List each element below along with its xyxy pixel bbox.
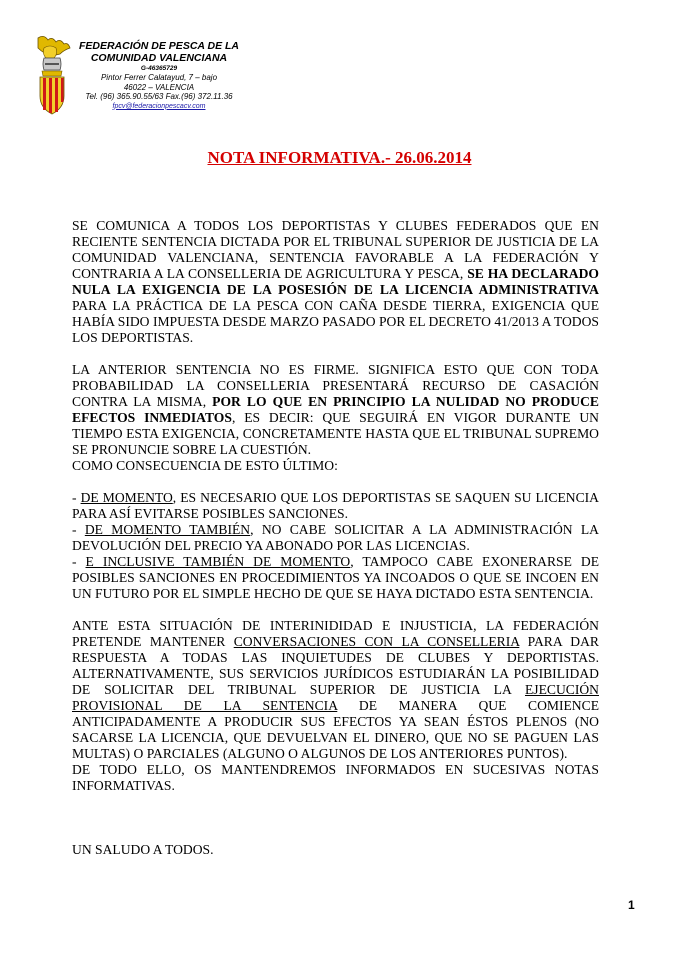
org-address-city: 46022 – VALENCIA xyxy=(123,82,195,92)
org-address-street: Pintor Ferrer Calatayud, 7 – bajo xyxy=(100,73,218,82)
paragraph-text: ANTE ESTA SITUACIÓN DE INTERINIDIDAD E INJUSTICIA, LA FEDERACIÓN PRETENDE MANTENER xyxy=(72,618,599,649)
list-item xyxy=(72,554,599,602)
org-name-line2: COMUNIDAD VALENCIANA xyxy=(90,52,228,64)
underlined-text: DE MOMENTO TAMBIÉN xyxy=(84,522,251,537)
list-dash: - xyxy=(72,490,81,505)
org-email-link[interactable]: fpcv@federacionpescacv.com xyxy=(112,102,206,110)
document-body xyxy=(72,218,599,858)
list-dash: - xyxy=(72,554,86,569)
list-item xyxy=(72,490,599,522)
paragraph-ruling xyxy=(72,218,599,346)
federation-logo xyxy=(30,34,76,116)
list-item-text: , TAMPOCO CABE EXONERARSE DE POSIBLES SANCIONES EN PROCEDIMIENTOS YA INCOADOS O QUE SE INCOEN EN UN FUTURO POR EL SIMPLE HECHO DE QUE SE HAYA DICTADO ESTA SENTENCIA. xyxy=(72,554,599,601)
document-title: NOTA INFORMATIVA.- 26.06.2014 xyxy=(207,148,472,167)
org-cif: G-46365729 xyxy=(140,65,178,72)
paragraph-actions xyxy=(72,618,599,762)
paragraph-followup: DE TODO ELLO, OS MANTENDREMOS INFORMADOS EN SUCESIVAS NOTAS INFORMATIVAS. xyxy=(72,762,599,793)
list-dash: - xyxy=(72,522,85,537)
underlined-text: E INCLUSIVE TAMBIÉN DE MOMENTO xyxy=(85,554,351,569)
paragraph-text: SE COMUNICA A TODOS LOS DEPORTISTAS Y CLUBES FEDERADOS QUE EN RECIENTE SENTENCIA DICTADA POR EL TRIBUNAL SUPERIOR DE JUSTICIA DE LA COMUNIDAD VALENCIANA, SENTENCIA FAVORABLE A LA FEDERACIÓN Y CONTRARIA A LA CONSELLERIA DE AGRICULTURA Y PESCA, xyxy=(72,218,599,281)
list-item-text: , ES NECESARIO QUE LOS DEPORTISTAS SE SAQUEN SU LICENCIA PARA ASÍ EVITARSE POSIBLES SANCIONES. xyxy=(72,490,599,521)
letterhead xyxy=(78,40,240,111)
page-number: 1 xyxy=(628,898,635,912)
closing-salutation: UN SALUDO A TODOS. xyxy=(72,842,214,857)
underlined-text: CONVERSACIONES CON LA CONSELLERIA xyxy=(233,634,520,649)
paragraph-text: , ES DECIR: QUE SEGUIRÁ EN VIGOR DURANTE UN TIEMPO ESTA EXIGENCIA, CONCRETAMENTE HASTA QUE EL TRIBUNAL SUPREMO SE PRONUNCIE SOBRE LA CUESTIÓN. xyxy=(72,410,599,457)
paragraph-not-final xyxy=(72,362,599,458)
list-item-text: , NO CABE SOLICITAR A LA ADMINISTRACIÓN LA DEVOLUCIÓN DEL PRECIO YA ABONADO POR LAS LICENCIAS. xyxy=(72,522,599,553)
paragraph-text: LA ANTERIOR SENTENCIA NO ES FIRME. SIGNIFICA ESTO QUE CON TODA PROBABILIDAD LA CONSELLERIA PRESENTARÁ RECURSO DE CASACIÓN CONTRA LA MISMA, xyxy=(72,362,599,409)
org-name-line1: FEDERACIÓN DE PESCA DE LA xyxy=(78,40,240,52)
paragraph-text: PARA DAR RESPUESTA A TODAS LAS INQUIETUDES DE CLUBES Y DEPORTISTAS. ALTERNATIVAMENTE, SUS SERVICIOS JURÍDICOS ESTUDIARÁN LA POSIBILIDAD DE SOLICITAR DEL TRIBUNAL SUPERIOR DE JUSTICIA LA xyxy=(72,634,599,697)
paragraph-text: DE MANERA QUE COMIENCE ANTICIPADAMENTE A PRODUCIR SUS EFECTOS YA SEAN ÉSTOS PLENOS (NO SACARSE LA LICENCIA, QUE DEVUELVAN EL DINERO, QUE NO SE PAGUEN LAS MULTAS) O PARCIALES (ALGUNO O ALGUNOS DE LOS ANTERIORES PUNTOS). xyxy=(72,698,599,761)
bold-text: POR LO QUE EN PRINCIPIO LA NULIDAD NO PRODUCE EFECTOS INMEDIATOS xyxy=(72,394,600,425)
list-item xyxy=(72,522,599,554)
paragraph-consequence: COMO CONSECUENCIA DE ESTO ÚLTIMO: xyxy=(72,458,338,473)
underlined-text: DE MOMENTO xyxy=(80,490,173,505)
org-phone-fax: Tel. (96) 365.90.55/63 Fax.(96) 372.11.36 xyxy=(85,92,233,101)
underlined-text: EJECUCIÓN PROVISIONAL DE LA SENTENCIA xyxy=(72,682,599,713)
bold-text: SE HA DECLARADO NULA LA EXIGENCIA DE LA POSESIÓN DE LA LICENCIA ADMINISTRATIVA xyxy=(72,266,599,297)
paragraph-text: PARA LA PRÁCTICA DE LA PESCA CON CAÑA DESDE TIERRA, EXIGENCIA QUE HABÍA SIDO IMPUESTA DESDE MARZO PASADO POR EL DECRETO 41/2013 A TODOS LOS DEPORTISTAS. xyxy=(72,298,599,345)
